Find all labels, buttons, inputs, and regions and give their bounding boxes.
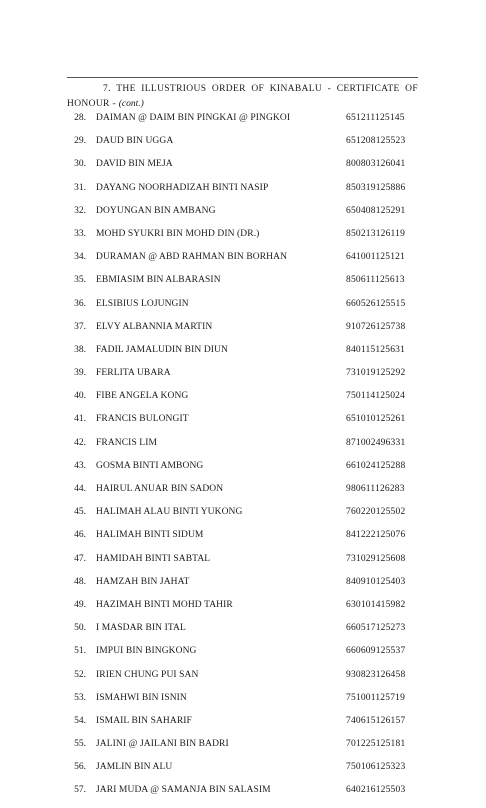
- recipient-name: I MASDAR BIN ITAL: [96, 623, 186, 634]
- recipient-name: HALIMAH ALAU BINTI YUKONG: [96, 507, 243, 518]
- entry-number: 47.: [74, 553, 86, 564]
- list-item: [0, 553, 486, 576]
- recipient-name: HAMZAH BIN JAHAT: [96, 576, 190, 587]
- list-item: [0, 367, 486, 390]
- list-item: [0, 158, 486, 181]
- entry-number: 53.: [74, 692, 86, 703]
- recipient-name: ISMAHWI BIN ISNIN: [96, 692, 187, 703]
- list-item: [0, 529, 486, 552]
- recipient-name: JAMLIN BIN ALU: [96, 762, 173, 773]
- list-item: [0, 599, 486, 622]
- recipient-name: HAIRUL ANUAR BIN SADON: [96, 484, 224, 494]
- ic-number: 871002496331: [346, 437, 406, 448]
- entry-number: 56.: [74, 762, 86, 773]
- entry-number: 36.: [74, 298, 86, 309]
- entry-number: 43.: [74, 460, 86, 471]
- recipient-name: FRANCIS LIM: [96, 437, 158, 448]
- section-number: 7.: [103, 84, 111, 94]
- recipient-name: FADIL JAMALUDIN BIN DIUN: [96, 344, 228, 355]
- ic-number: 660526125515: [346, 298, 406, 309]
- list-item: [0, 460, 486, 483]
- entry-number: 54.: [74, 715, 86, 726]
- recipient-list: [0, 112, 486, 808]
- list-item: [0, 274, 486, 297]
- entry-number: 29.: [74, 136, 86, 147]
- ic-number: 651211125145: [346, 113, 405, 123]
- entry-number: 48.: [74, 576, 86, 587]
- list-item: [0, 692, 486, 715]
- ic-number: 760220125502: [346, 507, 406, 518]
- list-item: [0, 413, 486, 436]
- recipient-name: DURAMAN @ ABD RAHMAN BIN BORHAN: [96, 252, 288, 263]
- ic-number: 651010125261: [346, 414, 406, 425]
- ic-number: 731029125608: [346, 553, 406, 564]
- top-rule: [67, 77, 418, 78]
- list-item: [0, 576, 486, 599]
- list-item: [0, 344, 486, 367]
- entry-number: 39.: [74, 368, 86, 379]
- list-item: [0, 390, 486, 413]
- entry-number: 49.: [74, 599, 86, 610]
- entry-number: 30.: [74, 159, 86, 170]
- recipient-name: DAVID BIN MEJA: [96, 159, 173, 170]
- recipient-name: GOSMA BINTI AMBONG: [96, 460, 204, 471]
- recipient-name: ISMAIL BIN SAHARIF: [96, 715, 192, 726]
- ic-number: 850213126119: [346, 228, 406, 239]
- entry-number: 42.: [74, 437, 86, 448]
- recipient-name: ELVY ALBANNIA MARTIN: [96, 321, 213, 332]
- ic-number: 660517125273: [346, 623, 406, 634]
- entry-number: 57.: [74, 785, 86, 796]
- ic-number: 800803126041: [346, 159, 406, 170]
- recipient-name: EBMIASIM BIN ALBARASIN: [96, 275, 221, 286]
- entry-number: 55.: [74, 739, 86, 750]
- ic-number: 731019125292: [346, 368, 406, 379]
- list-item: [0, 205, 486, 228]
- recipient-name: DAYANG NOORHADIZAH BINTI NASIP: [96, 182, 269, 193]
- entry-number: 40.: [74, 391, 86, 402]
- entry-number: 37.: [74, 321, 86, 332]
- ic-number: 660609125537: [346, 646, 406, 657]
- ic-number: 750106125323: [346, 762, 406, 773]
- entry-number: 50.: [74, 623, 86, 634]
- ic-number: 701225125181: [346, 739, 406, 750]
- recipient-name: HAZIMAH BINTI MOHD TAHIR: [96, 599, 233, 610]
- recipient-name: MOHD SYUKRI BIN MOHD DIN (DR.): [96, 228, 260, 239]
- ic-number: 980611126283: [346, 484, 405, 494]
- ic-number: 740615126157: [346, 715, 406, 726]
- recipient-name: HAMIDAH BINTI SABTAL: [96, 553, 211, 564]
- entry-number: 32.: [74, 205, 86, 216]
- recipient-name: HALIMAH BINTI SIDUM: [96, 530, 204, 541]
- recipient-name: FERLITA UBARA: [96, 368, 171, 379]
- ic-number: 640216125503: [346, 785, 406, 796]
- recipient-name: DAIMAN @ DAIM BIN PINGKAI @ PINGKOI: [96, 113, 291, 123]
- ic-number: 751001125719: [346, 692, 406, 703]
- list-item: [0, 715, 486, 738]
- ic-number: 750114125024: [346, 391, 406, 402]
- list-item: [0, 112, 486, 135]
- list-item: [0, 506, 486, 529]
- recipient-name: JARI MUDA @ SAMANJA BIN SALASIM: [96, 785, 271, 796]
- entry-number: 45.: [74, 507, 86, 518]
- ic-number: 840910125403: [346, 576, 406, 587]
- recipient-name: DAUD BIN UGGA: [96, 136, 174, 147]
- entry-number: 28.: [74, 113, 86, 123]
- list-item: [0, 251, 486, 274]
- list-item: [0, 321, 486, 344]
- recipient-name: DOYUNGAN BIN AMBANG: [96, 205, 216, 216]
- entry-number: 35.: [74, 275, 86, 286]
- ic-number: 661024125288: [346, 460, 406, 471]
- entry-number: 52.: [74, 669, 86, 680]
- list-item: [0, 298, 486, 321]
- list-item: [0, 669, 486, 692]
- ic-number: 850319125886: [346, 182, 406, 193]
- entry-number: 34.: [74, 252, 86, 263]
- recipient-name: IMPUI BIN BINGKONG: [96, 646, 197, 657]
- ic-number: 930823126458: [346, 669, 406, 680]
- entry-number: 38.: [74, 344, 86, 355]
- list-item: [0, 761, 486, 784]
- entry-number: 31.: [74, 182, 86, 193]
- list-item: [0, 182, 486, 205]
- list-item: [0, 645, 486, 668]
- entry-number: 44.: [74, 484, 86, 494]
- entry-number: 51.: [74, 646, 86, 657]
- entry-number: 46.: [74, 530, 86, 541]
- recipient-name: IRIEN CHUNG PUI SAN: [96, 669, 199, 680]
- list-item: [0, 738, 486, 761]
- ic-number: 840115125631: [346, 344, 406, 355]
- list-item: [0, 228, 486, 251]
- section-title: THE ILLUSTRIOUS ORDER OF KINABALU - CERTIFICATE OF HONOUR -: [67, 84, 418, 109]
- ic-number: 841222125076: [346, 530, 406, 541]
- section-heading: [67, 82, 418, 112]
- entry-number: 41.: [74, 414, 86, 425]
- list-item: [0, 437, 486, 460]
- ic-number: 650408125291: [346, 205, 406, 216]
- list-item: [0, 483, 486, 506]
- ic-number: 910726125738: [346, 321, 406, 332]
- recipient-name: FRANCIS BULONGIT: [96, 414, 189, 425]
- list-item: [0, 784, 486, 807]
- ic-number: 850611125613: [346, 275, 405, 286]
- recipient-name: FIBE ANGELA KONG: [96, 391, 189, 402]
- ic-number: 651208125523: [346, 136, 406, 147]
- recipient-name: ELSIBIUS LOJUNGIN: [96, 298, 189, 309]
- continued-label: (cont.): [118, 99, 144, 109]
- ic-number: 630101415982: [346, 599, 406, 610]
- list-item: [0, 135, 486, 158]
- entry-number: 33.: [74, 228, 86, 239]
- ic-number: 641001125121: [346, 252, 406, 263]
- recipient-name: JALINI @ JAILANI BIN BADRI: [96, 739, 229, 750]
- list-item: [0, 622, 486, 645]
